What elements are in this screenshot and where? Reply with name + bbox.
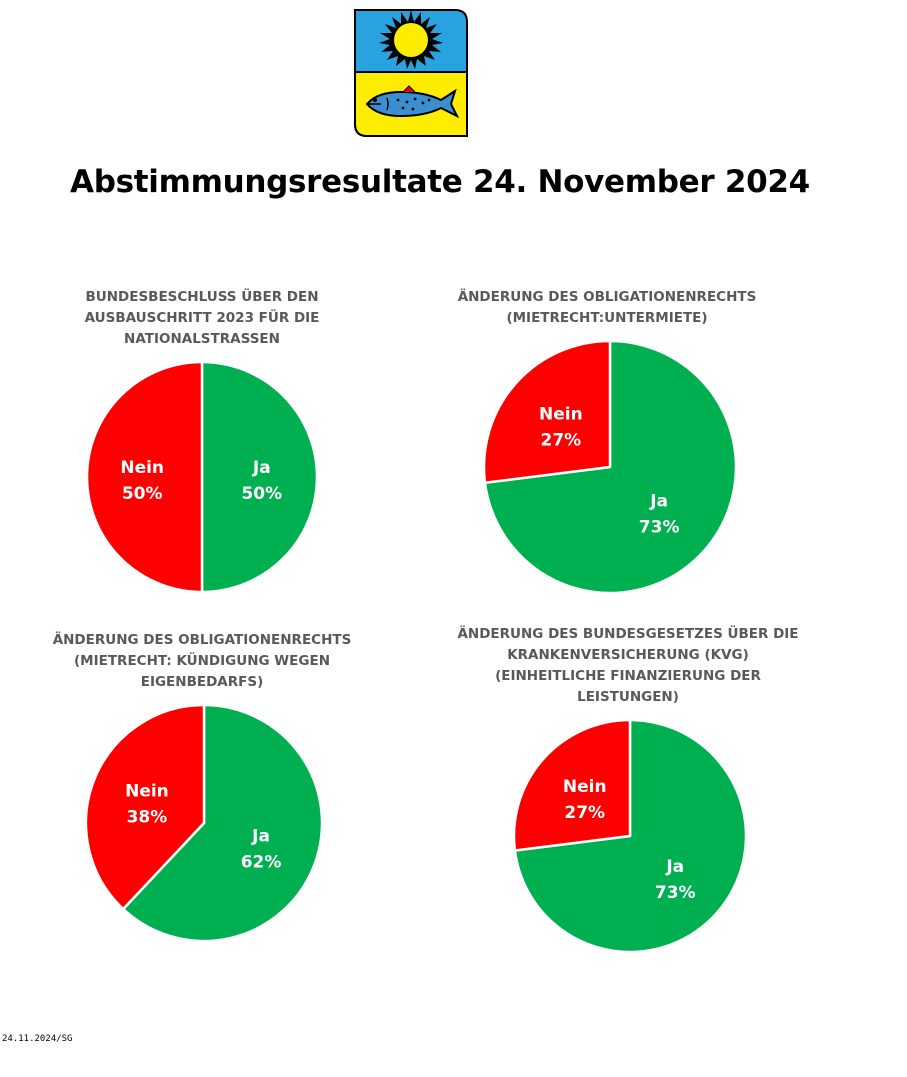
coat-of-arms-logo [353, 8, 469, 138]
chart-title-line: KRANKENVERSICHERUNG (KVG) [507, 647, 749, 663]
pie-label-value: 73% [638, 517, 680, 538]
pie-label-category: Nein [120, 458, 165, 478]
pie-chart-3 [72, 691, 336, 955]
chart-title-line: ÄNDERUNG DES BUNDESGESETZES ÜBER DIE [457, 626, 799, 642]
pie-chart-4 [500, 706, 760, 966]
chart-title-2 [442, 287, 772, 329]
chart-title-line: (MIETRECHT:UNTERMIETE) [506, 310, 708, 326]
page-title: Abstimmungsresultate 24. November 2024 [70, 164, 810, 200]
chart-title-1 [62, 287, 342, 350]
chart-title-line: BUNDESBESCHLUSS ÜBER DEN [85, 289, 319, 305]
chart-title-line: (MIETRECHT: KÜNDIGUNG WEGEN [74, 653, 330, 669]
pie-label-value: 73% [654, 882, 696, 903]
chart-title-line: LEISTUNGEN) [577, 689, 679, 705]
pie-label-category: Nein [562, 777, 607, 798]
pie-label-category: Nein [539, 404, 583, 425]
chart-title-line: ÄNDERUNG DES OBLIGATIONENRECHTS [52, 632, 352, 648]
pie-label-value: 27% [540, 430, 582, 451]
pie-label-value: 38% [126, 807, 168, 828]
pie-label-category: Ja [650, 491, 669, 512]
chart-title-line: ÄNDERUNG DES OBLIGATIONENRECHTS [457, 289, 757, 305]
pie-label-value: 50% [121, 484, 163, 504]
pie-label-category: Nein [125, 781, 169, 802]
footer-date-stamp: 24.11.2024/SG [2, 1034, 73, 1044]
pie-label-category: Ja [666, 856, 685, 877]
chart-title-line: EIGENBEDARFS) [140, 674, 264, 690]
pie-label-value: 27% [564, 803, 606, 824]
pie-label-category: Ja [252, 458, 271, 478]
chart-title-line: (EINHEITLICHE FINANZIERUNG DER [495, 668, 761, 684]
pie-chart-2 [470, 327, 750, 607]
chart-title-4 [452, 624, 804, 708]
pie-label-value: 50% [241, 484, 283, 504]
chart-title-line: NATIONALSTRASSEN [124, 331, 280, 347]
pie-chart-1 [72, 347, 332, 607]
pie-label-category: Ja [252, 826, 270, 847]
pie-label-value: 62% [240, 852, 282, 873]
chart-title-line: AUSBAUSCHRITT 2023 FÜR DIE [84, 310, 320, 326]
chart-title-3 [52, 630, 352, 693]
